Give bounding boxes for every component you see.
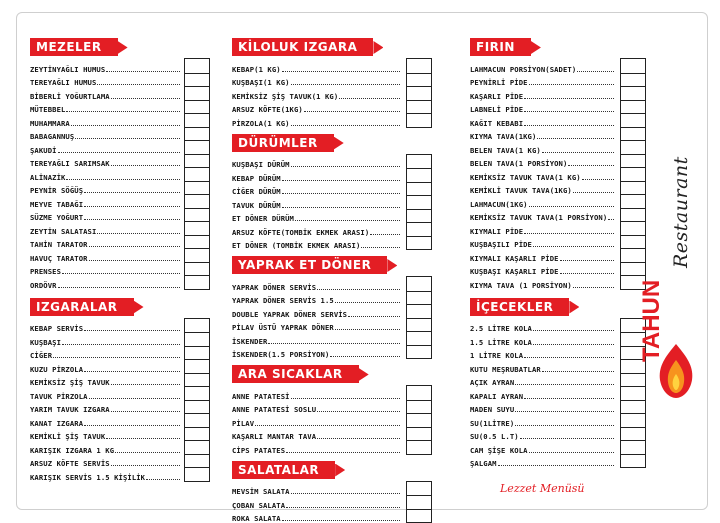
menu-item <box>30 155 210 169</box>
menu-item-label: ŞALGAM <box>470 459 497 468</box>
price-box <box>620 58 646 290</box>
menu-item-label: ARSUZ KÖFTE(1KG) <box>232 105 303 114</box>
menu-item-label: ZEYTİNYAĞLI HUMUS <box>30 64 106 74</box>
item-list-yaprak <box>232 278 432 359</box>
menu-item <box>232 346 432 360</box>
menu-item-label: MEVSİM SALATA <box>232 487 290 496</box>
menu-item <box>232 441 432 455</box>
menu-item-label: YAPRAK DÖNER SERVİS 1.5 <box>232 296 334 305</box>
menu-item-label: KEMİKSİZ TAVUK TAVA(1 PORSİYON) <box>470 213 608 222</box>
menu-item <box>232 114 432 128</box>
menu-item <box>30 455 210 469</box>
price-box <box>406 276 432 359</box>
menu-item <box>232 210 432 224</box>
dot-leader <box>317 411 400 412</box>
price-box <box>406 154 432 251</box>
dot-leader <box>330 356 400 357</box>
menu-item <box>232 305 432 319</box>
menu-item-label: İSKENDER <box>232 336 268 346</box>
menu-item-label: BABAGANNUŞ <box>30 132 75 141</box>
menu-item-label: PİLAV <box>232 418 255 428</box>
dot-leader <box>111 465 180 466</box>
menu-item-label: YAPRAK DÖNER SERVİS <box>232 282 317 292</box>
dot-leader <box>577 71 614 72</box>
menu-item <box>232 510 432 523</box>
menu-item-label: 1 LİTRE KOLA <box>470 351 524 360</box>
dot-leader <box>291 84 400 85</box>
dot-leader <box>62 344 180 345</box>
menu-item-label: TAVUK DÜRÜM <box>232 200 281 210</box>
dot-leader <box>335 329 400 330</box>
dot-leader <box>361 247 400 248</box>
dot-leader <box>317 438 400 439</box>
dot-leader <box>97 84 180 85</box>
menu-item-label: KUŞBAŞI KAŞARLI PİDE <box>470 267 559 276</box>
section-title-mezeler: MEZELER <box>30 38 118 56</box>
dot-leader <box>515 411 614 412</box>
menu-item <box>30 236 210 250</box>
column-left <box>30 36 210 486</box>
section-yaprak <box>232 254 432 359</box>
menu-item-label: CİPS PATATES <box>232 445 286 455</box>
item-list-firin <box>470 60 646 290</box>
dot-leader <box>304 111 400 112</box>
menu-item-label: KUTU MEŞRUBATLAR <box>470 364 541 374</box>
dot-leader <box>84 219 180 220</box>
menu-item <box>30 249 210 263</box>
column-right <box>470 36 646 472</box>
dot-leader <box>537 138 614 139</box>
menu-item <box>232 496 432 510</box>
price-box <box>406 385 432 455</box>
menu-item-label: HAVUÇ TARATOR <box>30 253 88 263</box>
item-list-icecekler <box>470 320 646 469</box>
menu-item-label: KEBAP SERVİS <box>30 324 84 333</box>
dot-leader <box>84 425 180 426</box>
menu-item <box>232 278 432 292</box>
menu-item <box>232 196 432 210</box>
menu-item <box>30 60 210 74</box>
dot-leader <box>370 234 400 235</box>
menu-item-label: KEMİKLİ TAVUK TAVA(1KG) <box>470 186 572 195</box>
menu-item-label: ROKA SALATA <box>232 514 281 523</box>
menu-item-label: İSKENDER(1.5 PORSİYON) <box>232 350 330 359</box>
dot-leader <box>515 384 614 385</box>
menu-item <box>30 333 210 347</box>
dot-leader <box>533 344 614 345</box>
menu-item-label: ÇOBAN SALATA <box>232 500 286 510</box>
menu-item-label: KIYMA TAVA(1KG) <box>470 132 537 141</box>
dot-leader <box>542 371 614 372</box>
menu-item-label: ARSUZ KÖFTE(TOMBİK EKMEK ARASI) <box>232 227 370 237</box>
section-durumler <box>232 132 432 251</box>
dot-leader <box>106 71 180 72</box>
menu-item-label: KAĞIT KEBABI <box>470 118 524 128</box>
dot-leader <box>524 111 614 112</box>
dot-leader <box>111 165 180 166</box>
dot-leader <box>529 452 614 453</box>
dot-leader <box>533 246 614 247</box>
item-list-durumler <box>232 156 432 251</box>
dot-leader <box>560 260 614 261</box>
price-box <box>406 58 432 128</box>
menu-item-label: CİĞER <box>30 351 53 360</box>
menu-item-label: ET DÖNER (TOMBİK EKMEK ARASI) <box>232 241 361 250</box>
dot-leader <box>524 98 614 99</box>
menu-item-label: DOUBLE YAPRAK DÖNER SERVİS <box>232 309 348 319</box>
menu-item <box>232 60 432 74</box>
dot-leader <box>317 289 400 290</box>
item-list-ara <box>232 387 432 455</box>
menu-item-label: MÜTEBBEL <box>30 105 66 114</box>
menu-item-label: KUŞBAŞI DÜRÜM <box>232 160 290 169</box>
dot-leader <box>524 398 614 399</box>
dot-leader <box>560 273 614 274</box>
dot-leader <box>84 371 180 372</box>
dot-leader <box>524 357 614 358</box>
section-title-yaprak: YAPRAK ET DÖNER <box>232 256 387 274</box>
dot-leader <box>89 260 180 261</box>
dot-leader <box>255 425 400 426</box>
menu-item <box>30 101 210 115</box>
menu-item-label: KEMİKSİZ TAVUK TAVA(1 KG) <box>470 172 581 182</box>
menu-item-label: AÇIK AYRAN <box>470 378 515 387</box>
dot-leader <box>515 425 614 426</box>
dot-leader <box>520 438 614 439</box>
item-list-kiloluk <box>232 60 432 128</box>
menu-item <box>30 276 210 290</box>
dot-leader <box>291 493 400 494</box>
dot-leader <box>268 343 400 344</box>
section-mezeler <box>30 36 210 290</box>
menu-item-label: YARIM TAVUK IZGARA <box>30 405 110 414</box>
menu-item <box>30 468 210 482</box>
column-middle <box>232 36 432 523</box>
dot-leader <box>291 398 400 399</box>
menu-item <box>232 387 432 401</box>
section-title-icecekler: İÇECEKLER <box>470 298 569 316</box>
dot-leader <box>291 125 400 126</box>
item-list-salatalar <box>232 483 432 523</box>
menu-item-label: KIYMALI KAŞARLI PİDE <box>470 253 559 263</box>
section-izgaralar <box>30 296 210 482</box>
section-firin <box>470 36 646 290</box>
dot-leader <box>524 125 614 126</box>
menu-item-label: 2.5 LİTRE KOLA <box>470 324 532 333</box>
menu-item <box>30 347 210 361</box>
menu-item-label: KANAT IZGARA <box>30 418 84 428</box>
dot-leader <box>533 330 614 331</box>
section-title-izgaralar: IZGARALAR <box>30 298 134 316</box>
price-box <box>406 481 432 523</box>
menu-item <box>232 156 432 170</box>
dot-leader <box>291 166 400 167</box>
dot-leader <box>335 302 400 303</box>
menu-item <box>30 141 210 155</box>
dot-leader <box>75 138 180 139</box>
dot-leader <box>89 398 180 399</box>
dot-leader <box>524 233 614 234</box>
menu-item-label: TAVUK PİRZOLA <box>30 391 88 401</box>
dot-leader <box>582 179 614 180</box>
menu-item <box>30 114 210 128</box>
menu-item <box>30 182 210 196</box>
dot-leader <box>84 330 180 331</box>
menu-item-label: ŞAKUDİ <box>30 145 57 155</box>
dot-leader <box>111 98 180 99</box>
menu-item-label: KEBAP(1 KG) <box>232 64 281 74</box>
menu-item-label: 1.5 LİTRE KOLA <box>470 337 532 347</box>
menu-item-label: BELEN TAVA(1 KG) <box>470 145 541 155</box>
menu-item-label: CİĞER DÜRÜM <box>232 187 281 196</box>
brand-name: TAHUN <box>638 279 665 362</box>
menu-item <box>232 414 432 428</box>
dot-leader <box>529 206 614 207</box>
dot-leader <box>529 84 614 85</box>
price-box <box>184 318 210 482</box>
menu-tagline: Lezzet Menüsü <box>500 482 585 495</box>
menu-item-label: KEMİKSİZ ŞİŞ TAVUK(1 KG) <box>232 91 339 101</box>
menu-item-label: ALİNAZİK <box>30 172 66 182</box>
menu-item-label: LABNELİ PİDE <box>470 105 524 114</box>
menu-item-label: MADEN SUYU <box>470 405 515 414</box>
menu-item-label: BİBERLİ YOĞURTLAMA <box>30 91 110 101</box>
dot-leader <box>84 192 180 193</box>
dot-leader <box>348 316 400 317</box>
dot-leader <box>573 287 614 288</box>
dot-leader <box>568 165 614 166</box>
menu-item <box>232 332 432 346</box>
menu-item-label: CAM ŞİŞE KOLA <box>470 445 528 455</box>
menu-item <box>30 414 210 428</box>
dot-leader <box>608 219 614 220</box>
menu-item <box>30 320 210 334</box>
menu-item-label: KAPALI AYRAN <box>470 391 524 401</box>
menu-item-label: KUZU PİRZOLA <box>30 364 84 374</box>
menu-item <box>30 428 210 442</box>
menu-item-label: LAHMACUN(1KG) <box>470 199 528 209</box>
menu-item <box>30 128 210 142</box>
menu-item-label: LAHMACUN PORSİYON(SADET) <box>470 64 577 74</box>
menu-item-label: MUHAMMARA <box>30 118 70 128</box>
dot-leader <box>286 452 400 453</box>
dot-leader <box>66 179 180 180</box>
price-box <box>184 58 210 290</box>
menu-item-label: PEYNİRLİ PİDE <box>470 78 528 87</box>
dot-leader <box>115 452 180 453</box>
menu-item <box>232 74 432 88</box>
dot-leader <box>146 479 180 480</box>
dot-leader <box>282 520 400 521</box>
section-icecekler <box>470 296 646 469</box>
menu-item-label: KUŞBAŞI <box>30 337 61 347</box>
menu-item <box>30 387 210 401</box>
dot-leader <box>97 233 180 234</box>
menu-item-label: ORDÖVR <box>30 280 57 290</box>
menu-item <box>232 101 432 115</box>
dot-leader <box>573 192 614 193</box>
menu-item <box>30 168 210 182</box>
menu-item-label: ET DÖNER DÜRÜM <box>232 214 294 223</box>
menu-item-label: KEBAP DÜRÜM <box>232 173 281 183</box>
menu-item-label: KUŞBAŞI(1 KG) <box>232 78 290 87</box>
dot-leader <box>66 111 180 112</box>
section-title-durumler: DÜRÜMLER <box>232 134 334 152</box>
menu-item <box>232 428 432 442</box>
menu-item <box>30 441 210 455</box>
dot-leader <box>286 507 400 508</box>
menu-item <box>232 87 432 101</box>
menu-item-label: PİRZOLA(1 KG) <box>232 118 290 128</box>
menu-item-label: KARIŞIK SERVİS 1.5 KİŞİLİK <box>30 472 146 482</box>
menu-item-label: KEMİKLİ ŞİŞ TAVUK <box>30 432 106 441</box>
menu-item-label: SU(0.5 L.T) <box>470 432 519 441</box>
menu-item-label: KUŞBAŞILI PİDE <box>470 240 532 249</box>
menu-item-label: TEREYAĞLI SARIMSAK <box>30 159 110 168</box>
menu-item <box>30 401 210 415</box>
dot-leader <box>106 438 180 439</box>
section-kiloluk <box>232 36 432 128</box>
menu-item-label: ANNE PATATESİ <box>232 391 290 401</box>
menu-item <box>30 209 210 223</box>
dot-leader <box>111 411 180 412</box>
menu-item-label: KAŞARLI PİDE <box>470 91 524 101</box>
menu-item-label: TEREYAĞLI HUMUS <box>30 78 97 87</box>
menu-item <box>30 74 210 88</box>
dot-leader <box>89 246 180 247</box>
dot-leader <box>282 207 400 208</box>
menu-item-label: TAHİN TARATOR <box>30 240 88 249</box>
menu-item <box>232 483 432 497</box>
menu-item <box>30 87 210 101</box>
dot-leader <box>53 357 180 358</box>
dot-leader <box>282 71 400 72</box>
section-title-ara: ARA SICAKLAR <box>232 365 359 383</box>
menu-item <box>30 222 210 236</box>
menu-item <box>232 237 432 251</box>
item-list-izgaralar <box>30 320 210 482</box>
menu-item <box>232 401 432 415</box>
menu-item-label: SÜZME YOĞURT <box>30 213 84 222</box>
dot-leader <box>111 384 180 385</box>
dot-leader <box>295 220 400 221</box>
menu-item <box>232 183 432 197</box>
brand-subtitle: Restaurant <box>670 156 692 268</box>
item-list-mezeler <box>30 60 210 290</box>
section-salatalar <box>232 459 432 523</box>
menu-item-label: PRENSES <box>30 267 61 276</box>
menu-item-label: ARSUZ KÖFTE SERVİS <box>30 459 110 468</box>
dot-leader <box>71 125 180 126</box>
dot-leader <box>282 193 400 194</box>
dot-leader <box>58 152 180 153</box>
menu-item <box>232 223 432 237</box>
menu-item-label: ANNE PATATESİ SOSLU <box>232 405 317 414</box>
menu-item <box>232 319 432 333</box>
menu-item <box>232 169 432 183</box>
menu-item-label: PEYNİR SÖĞÜŞ <box>30 186 84 195</box>
menu-item-label: KAŞARLI MANTAR TAVA <box>232 432 317 441</box>
menu-item-label: KARIŞIK IZGARA 1 KG <box>30 445 115 455</box>
dot-leader <box>58 287 180 288</box>
menu-item-label: BELEN TAVA(1 PORSİYON) <box>470 159 568 168</box>
menu-item-label: ZEYTİN SALATASI <box>30 226 97 236</box>
section-ara <box>232 363 432 455</box>
menu-item <box>30 263 210 277</box>
menu-item <box>232 292 432 306</box>
menu-item-label: KIYMA TAVA (1 PORSİYON) <box>470 280 572 290</box>
dot-leader <box>282 180 400 181</box>
section-title-kiloluk: KİLOLUK IZGARA <box>232 38 373 56</box>
dot-leader <box>62 273 180 274</box>
section-title-firin: FIRIN <box>470 38 531 56</box>
dot-leader <box>498 465 614 466</box>
menu-item-label: PİLAV ÜSTÜ YAPRAK DÖNER <box>232 323 334 332</box>
section-title-salatalar: SALATALAR <box>232 461 335 479</box>
menu-item <box>30 374 210 388</box>
dot-leader <box>84 206 180 207</box>
menu-item-label: SU(1LİTRE) <box>470 418 515 428</box>
dot-leader <box>339 98 400 99</box>
menu-item <box>30 360 210 374</box>
menu-item-label: MEYVE TABAĞI <box>30 199 84 209</box>
dot-leader <box>542 152 614 153</box>
menu-item <box>30 195 210 209</box>
menu-item-label: KIYMALI PİDE <box>470 226 524 236</box>
menu-item-label: KEMİKSİZ ŞİŞ TAVUK <box>30 378 110 387</box>
